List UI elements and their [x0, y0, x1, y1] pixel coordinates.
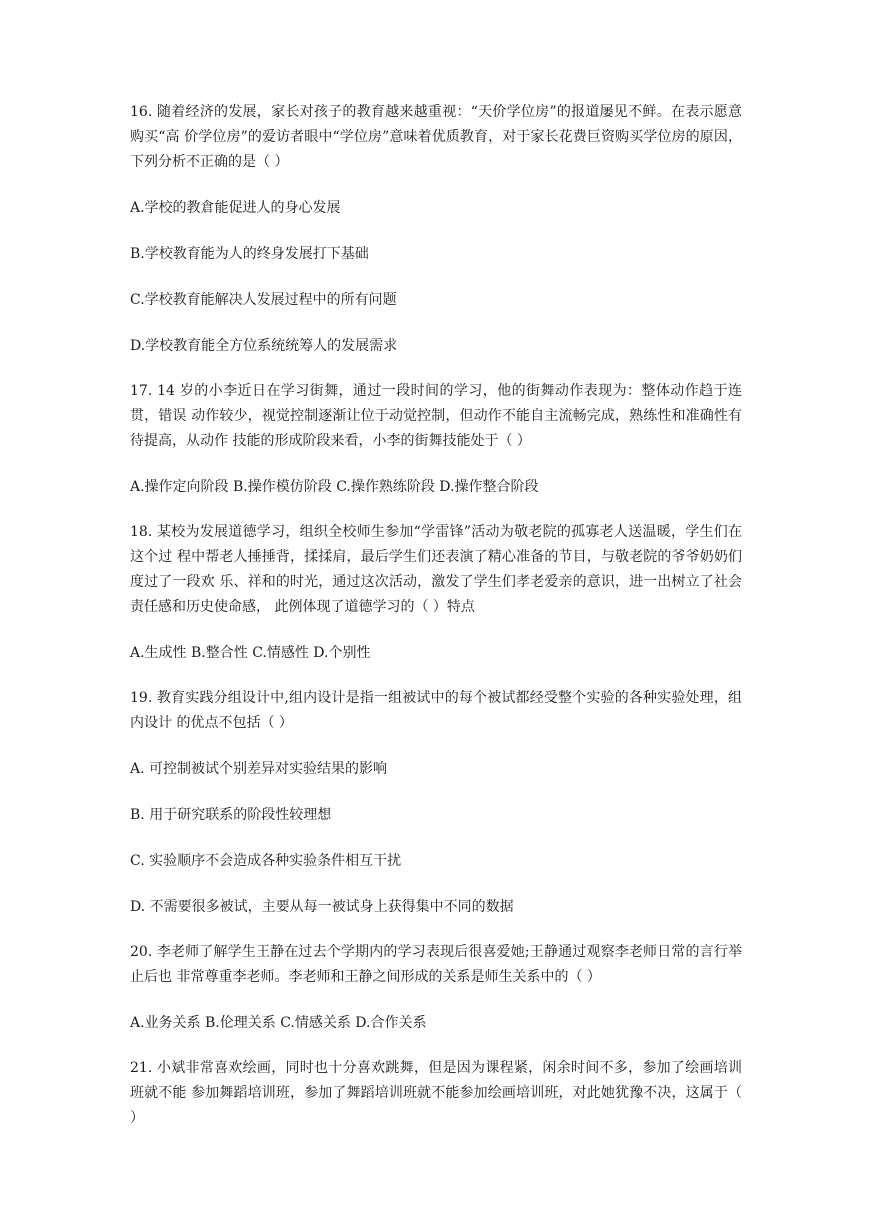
question-19-option-d: D. 不需要很多被试，主要从每一被试身上获得集中不同的数据: [130, 899, 514, 915]
question-17-stem: 17. 14 岁的小李近日在学习街舞，通过一段时间的学习，他的街舞动作表现为：整体动作趋于连贯，错误 动作较少，视觉控制逐渐让位于动觉控制，但动作不能自主流畅完成，熟练性和准确性有待提高，从动作 技能的形成阶段来看，小李的街舞技能处于（ ）: [130, 383, 742, 449]
question-20-stem: 20. 李老师了解学生王静在过去个学期内的学习表现后很喜爱她;王静通过观察李老师日常的言行举止后也 非常尊重李老师。李老师和王静之间形成的关系是师生关系中的（ ）: [130, 944, 742, 985]
document-page: [130, 100, 742, 1131]
question-16-option-b: B.学校教育能为人的终身发展打下基础: [130, 246, 369, 262]
question-19-option-a: A. 可控制被试个别差异对实验结果的影响: [130, 761, 388, 777]
question-18-options: A.生成性 B.整合性 C.情感性 D.个别性: [130, 645, 371, 661]
question-19-stem: 19. 教育实践分组设计中,组内设计是指一组被试中的每个被试都经受整个实验的各种实验处理，组内设计 的优点不包括（ ）: [130, 690, 742, 731]
question-20-options: A.业务关系 B.伦理关系 C.情感关系 D.合作关系: [130, 1015, 427, 1031]
question-17-options: A.操作定向阶段 B.操作模仿阶段 C.操作熟练阶段 D.操作整合阶段: [130, 479, 539, 495]
question-19-option-b: B. 用于研究联系的阶段性较理想: [130, 807, 332, 823]
question-16-option-c: C.学校教育能解决人发展过程中的所有问题: [130, 292, 397, 308]
question-18-stem: 18. 某校为发展道德学习，组织全校师生参加“学雷锋”活动为敬老院的孤寡老人送温暖，学生们在这个过 程中帮老人捶捶背，揉揉肩，最后学生们还表演了精心准备的节目，与敬老院的爷爷奶奶们度过了一段欢 乐、祥和的时光，通过这次活动，激发了学生们孝老爱亲的意识，进一出树立了社会责任感和历史使命感， 此例体现了道德学习的（ ）特点: [130, 524, 742, 615]
question-16-stem: 16. 随着经济的发展，家长对孩子的教育越来越重视：“天价学位房”的报道屡见不鲜。在表示愿意购买“高 价学位房”的爱访者眼中“学位房”意味着优质教育，对于家长花费巨资购买学位房的原因，下列分析不正确的是（ ）: [130, 104, 742, 170]
question-19-option-c: C. 实验顺序不会造成各种实验条件相互干扰: [130, 853, 402, 869]
question-16-option-a: A.学校的教倉能促进人的身心发展: [130, 200, 341, 216]
question-21-stem: 21. 小斌非常喜欢绘画，同时也十分喜欢跳舞，但是因为课程紧，闲余时间不多，参加了绘画培训班就不能 参加舞蹈培训班，参加了舞蹈培训班就不能参加绘画培训班，对此她犹豫不决，这属于（ ）: [130, 1060, 742, 1126]
question-16-option-d: D.学校教育能全方位系统统筹人的发展需求: [130, 338, 398, 354]
